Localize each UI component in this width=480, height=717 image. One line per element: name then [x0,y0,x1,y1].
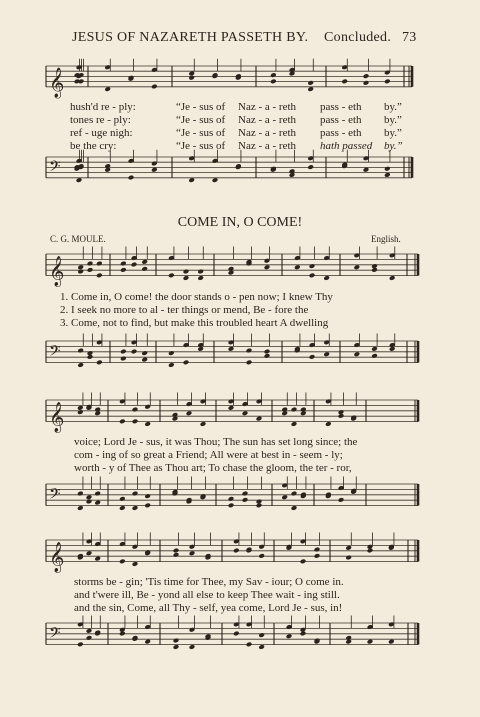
tune-origin: English. [371,234,401,244]
system2-verse-2: com - ing of so great a Friend; All were at best in - seem - ly; [74,449,343,461]
system1-verse-1: 1. Come in, O come! the door stands o - pen now; I knew Thy [60,291,333,303]
top-lyric-line-3: ref - uge nigh: “Je - sus of Naz - a - reth pass - eth by.” [70,127,402,139]
svg-text:𝄢: 𝄢 [49,485,61,507]
system3-verse-3: and the sin, Come, all Thy - self, yea come, Lord Je - sus, in! [74,602,343,614]
system2-verse-1: voice; Lord Je - sus, it was Thou; The sun has set long since; the [74,436,358,448]
system3-verse-1: storms be - gin; 'Tis time for Thee, my Sav - iour; O come in. [74,576,344,588]
svg-text:𝄞: 𝄞 [49,67,65,98]
hymn-title: COME IN, O COME! [177,215,303,230]
svg-text:𝄢: 𝄢 [49,342,61,364]
system1-verse-3: 3. Come, not to find, but make this troubled heart A dwelling [60,317,329,329]
svg-text:𝄞: 𝄞 [49,256,65,287]
system2-verse-3: worth - y of Thee as Thou art; To chase the gloom, the ter - ror, [74,462,352,474]
svg-text:𝄞: 𝄞 [49,402,65,433]
page-number: 73 [402,30,417,45]
svg-text:𝄢: 𝄢 [49,624,61,646]
running-title: JESUS OF NAZARETH PASSETH BY. [72,30,309,45]
top-lyric-line-1: hush'd re - ply: “Je - sus of Naz - a - reth pass - eth by.” [70,101,402,113]
top-lyric-line-2: tones re - ply: “Je - sus of Naz - a - reth pass - eth by.” [70,114,402,126]
concluded-label: Concluded. [324,30,392,45]
svg-text:𝄞: 𝄞 [49,542,65,573]
system1-verse-2: 2. I seek no more to al - ter things or mend, Be - fore the [60,304,309,316]
system3-verse-2: and t'were ill, Be - yond all else to keep Thee wait - ing still. [74,589,340,601]
svg-text:𝄢: 𝄢 [49,157,61,179]
top-lyric-line-4: be the cry: “Je - sus of Naz - a - reth hath passed by.” [70,140,403,152]
composer-credit: C. G. MOULE. [50,234,106,244]
